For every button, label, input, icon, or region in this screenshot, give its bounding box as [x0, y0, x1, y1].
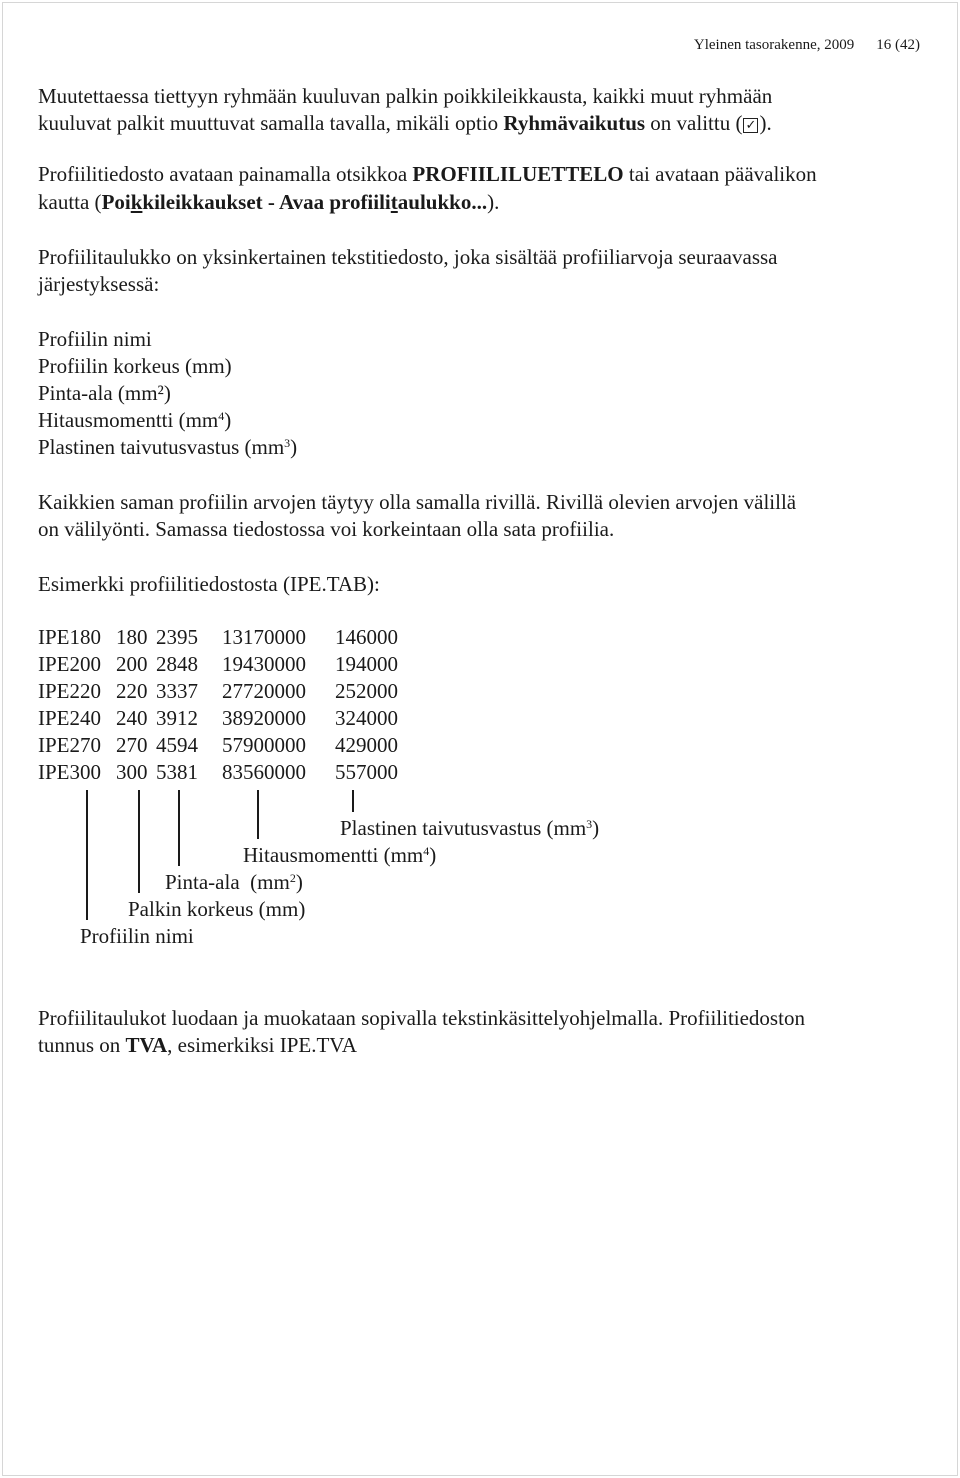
modulus-cell: 252000	[335, 679, 398, 703]
para3-line2: järjestyksessä:	[38, 272, 160, 296]
field-area: Pinta-ala (mm²)	[38, 381, 171, 405]
profile-name-cell: IPE270	[38, 733, 101, 757]
legend-modulus: Plastinen taivutusvastus $(mm^3)$	[340, 816, 600, 840]
page-header	[694, 37, 920, 54]
para3-line1: Profiilitaulukko on yksinkertainen tekstitiedosto, joka sisältää profiiliarvoja seuraavassa	[38, 245, 778, 269]
legend-height: Palkin korkeus (mm)	[128, 897, 306, 921]
connector-inertia	[257, 790, 259, 839]
modulus-cell: 146000	[335, 625, 398, 649]
area-cell: 3337	[156, 679, 198, 703]
modulus-cell: 324000	[335, 706, 398, 730]
modulus-cell: 429000	[335, 733, 398, 757]
height-cell: 180	[116, 625, 148, 649]
para4-line2: on välilyönti. Samassa tiedostossa voi korkeintaan olla sata profiilia.	[38, 517, 615, 541]
para2-line2: kautta (Poikkileikkaukset - Avaa profiilitaulukko...).	[38, 190, 500, 214]
checkbox-checked-icon: ✓	[743, 118, 758, 133]
para5-line1: Profiilitaulukot luodaan ja muokataan sopivalla tekstinkäsittelyohjelmalla. Profiilitiedoston	[38, 1006, 805, 1030]
para5-line2: tunnus on TVA, esimerkiksi IPE.TVA	[38, 1033, 357, 1057]
inertia-cell: 27720000	[222, 679, 306, 703]
profile-name-cell: IPE200	[38, 652, 101, 676]
modulus-cell: 194000	[335, 652, 398, 676]
keyword-profile-list: PROFIILILUETTELO	[412, 162, 624, 186]
area-cell: 2395	[156, 625, 198, 649]
profile-name-cell: IPE220	[38, 679, 101, 703]
profile-name-cell: IPE300	[38, 760, 101, 784]
area-cell: 4594	[156, 733, 198, 757]
inertia-cell: 38920000	[222, 706, 306, 730]
field-height: Profiilin korkeus (mm)	[38, 354, 232, 378]
menu-path: Poikkileikkaukset - Avaa profiilitaulukko...	[101, 190, 488, 214]
field-name: Profiilin nimi	[38, 327, 152, 351]
connector-height	[138, 790, 140, 893]
para1-line2: kuuluvat palkit muuttuvat samalla tavalla, mikäli optio Ryhmävaikutus on valittu ( ✓ ).	[38, 111, 772, 135]
legend-inertia: Hitausmomentti $(mm^4)$	[243, 843, 437, 867]
legend-name: Profiilin nimi	[80, 924, 194, 948]
connector-modulus	[352, 790, 354, 812]
connector-area	[178, 790, 180, 866]
document-title: Yleinen tasorakenne, 2009	[693, 37, 855, 53]
option-name: Ryhmävaikutus	[503, 111, 646, 135]
para1-line1: Muutettaessa tiettyyn ryhmään kuuluvan palkin poikkileikkausta, kaikki muut ryhmään	[38, 84, 773, 108]
height-cell: 270	[116, 733, 148, 757]
area-cell: 2848	[156, 652, 198, 676]
file-extension: TVA	[125, 1033, 168, 1057]
para2-line1: Profiilitiedosto avataan painamalla otsikkoa PROFIILILUETTELO tai avataan päävalikon	[38, 162, 817, 186]
inertia-cell: 19430000	[222, 652, 306, 676]
field-inertia: Hitausmomentti $(mm^4)$	[38, 408, 232, 432]
height-cell: 240	[116, 706, 148, 730]
profile-name-cell: IPE180	[38, 625, 101, 649]
para4-line1: Kaikkien saman profiilin arvojen täytyy olla samalla rivillä. Rivillä olevien arvojen välillä	[38, 490, 797, 514]
height-cell: 300	[116, 760, 148, 784]
legend-area: Pinta-ala $(mm^2)$	[165, 870, 303, 894]
area-cell: 3912	[156, 706, 198, 730]
inertia-cell: 57900000	[222, 733, 306, 757]
inertia-cell: 83560000	[222, 760, 306, 784]
height-cell: 200	[116, 652, 148, 676]
profile-name-cell: IPE240	[38, 706, 101, 730]
example-heading: Esimerkki profiilitiedostosta (IPE.TAB):	[38, 572, 380, 596]
modulus-cell: 557000	[335, 760, 398, 784]
area-cell: 5381	[156, 760, 198, 784]
connector-name	[86, 790, 88, 920]
page-number: 16 (42)	[876, 37, 920, 53]
height-cell: 220	[116, 679, 148, 703]
field-modulus: Plastinen taivutusvastus $(mm^3)$	[38, 435, 298, 459]
inertia-cell: 13170000	[222, 625, 306, 649]
